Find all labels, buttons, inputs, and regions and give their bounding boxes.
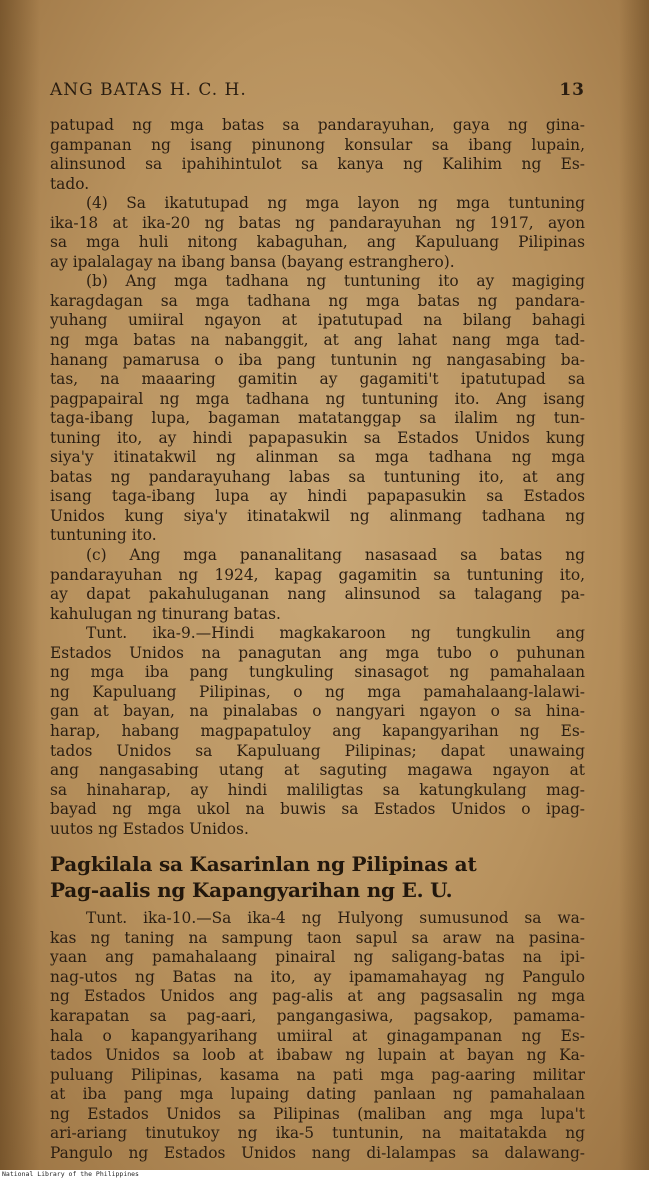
text-line: ay dapat pakahuluganan nang alinsunod sa talagang pa- xyxy=(50,585,585,604)
text-line: (c) Ang mga pananalitang nasasaad sa batas ng xyxy=(86,546,585,565)
text-line: karagdagan sa mga tadhana ng mga batas ng pandara- xyxy=(50,291,585,310)
text-line: kahulugan ng tinurang batas. xyxy=(50,604,281,623)
text-line: yaan ang pamahalaang pinairal ng saligang-batas na ipi- xyxy=(50,948,585,967)
text-line: harap, habang magpapatuloy ang kapangyarihan ng Es- xyxy=(50,721,585,740)
text-line: alinsunod sa ipahihintulot sa kanya ng Kalihim ng Es- xyxy=(50,155,585,174)
text-line: patupad ng mga batas sa pandarayuhan, gaya ng gina- xyxy=(50,116,585,134)
running-title: ANG BATAS H. C. H. xyxy=(50,80,247,100)
library-credit: National Library of the Philippines xyxy=(2,1170,139,1178)
text-line: kas ng taning na sampung taon sapul sa araw na pasina- xyxy=(50,928,585,947)
text-line: Pangulo ng Estados Unidos nang di-lalampas sa dalawang- xyxy=(50,1143,585,1162)
text-line: yuhang umiiral ngayon at ipatutupad na bilang bahagi xyxy=(50,311,585,330)
text-line: at iba pang mga lupaing dating panlaan ng pamahalaan xyxy=(50,1085,585,1104)
text-line: ng Estados Unidos ang pag-alis at ang pagsasalin ng mga xyxy=(50,987,585,1006)
text-line: Estados Unidos na panagutan ang mga tubo o puhunan xyxy=(50,643,585,662)
text-line: ika-18 at ika-20 ng batas ng pandarayuhan ng 1917, ayon xyxy=(50,213,585,232)
text-line: tuning ito, ay hindi papapasukin sa Estados Unidos kung xyxy=(50,428,585,447)
text-line: (4) Sa ikatutupad ng mga layon ng mga tuntuning xyxy=(86,194,585,213)
page-number: 13 xyxy=(559,80,585,100)
text-line: ari-ariang tinutukoy ng ika-5 tuntunin, na maitatakda ng xyxy=(50,1124,585,1143)
text-block-1 xyxy=(50,116,585,839)
text-line: ng Estados Unidos sa Pilipinas (maliban ang mga lupa't xyxy=(50,1104,585,1123)
text-line: sa hinaharap, ay hindi maliligtas sa katungkulang mag- xyxy=(50,780,585,799)
text-line: tado. xyxy=(50,174,90,193)
text-line: ang nangasabing utang at saguting magawa ngayon at xyxy=(50,761,585,780)
text-line: ng Kapuluang Pilipinas, o ng mga pamahalaang-lalawi- xyxy=(50,682,585,701)
text-line: bayad ng mga ukol na buwis sa Estados Unidos o ipag- xyxy=(50,800,585,819)
text-line: sa mga huli nitong kabaguhan, ang Kapuluang Pilipinas xyxy=(50,233,585,252)
text-line: gampanan ng isang pinunong konsular sa ibang lupain, xyxy=(50,135,585,154)
text-line: tados Unidos sa Kapuluang Pilipinas; dapat unawaing xyxy=(50,741,585,760)
text-block-2 xyxy=(50,909,585,1163)
text-line: pandarayuhan ng 1924, kapag gagamitin sa tuntuning ito, xyxy=(50,565,585,584)
text-line: tas, na maaaring gamitin ay gagamiti't ipatutupad sa xyxy=(50,370,585,389)
text-line: taga-ibang lupa, bagaman matatanggap sa ilalim ng tun- xyxy=(50,409,585,428)
text-line: ng mga batas na nabanggit, at ang lahat nang mga tad- xyxy=(50,331,585,350)
text-line: isang taga-ibang lupa ay hindi papapasukin sa Estados xyxy=(50,487,585,506)
section-heading-line-2: Pag-aalis ng Kapangyarihan ng E. U. xyxy=(50,878,453,903)
text-line: batas ng pandarayuhang labas sa tuntuning ito, at ang xyxy=(50,467,585,486)
page-body xyxy=(50,116,585,1163)
text-line: ay ipalalagay na ibang bansa (bayang estranghero). xyxy=(50,252,455,271)
text-line: Tunt. ika-9.—Hindi magkakaroon ng tungkulin ang xyxy=(86,624,585,643)
text-line: puluang Pilipinas, kasama na pati mga pag-aaring militar xyxy=(50,1065,585,1084)
text-line: hala o kapangyarihang umiiral at ginagampanan ng Es- xyxy=(50,1026,585,1045)
text-line: karapatan sa pag-aari, pangangasiwa, pagsakop, pamama- xyxy=(50,1006,585,1025)
text-line: gan at bayan, na pinalabas o nangyari ngayon o sa hina- xyxy=(50,702,585,721)
text-line: Tunt. ika-10.—Sa ika-4 ng Hulyong sumusunod sa wa- xyxy=(86,909,585,928)
text-line: uutos ng Estados Unidos. xyxy=(50,819,249,838)
text-line: (b) Ang mga tadhana ng tuntuning ito ay magiging xyxy=(86,272,585,291)
text-line: siya'y itinatakwil ng alinman sa mga tadhana ng mga xyxy=(50,448,585,467)
section-heading-line-1: Pagkilala sa Kasarinlan ng Pilipinas at xyxy=(50,852,477,877)
text-line: hanang pamarusa o iba pang tuntunin ng nangasabing ba- xyxy=(50,350,585,369)
text-line: Unidos kung siya'y itinatakwil ng alinmang tadhana ng xyxy=(50,506,585,525)
text-line: tuntuning ito. xyxy=(50,526,157,545)
text-line: tados Unidos sa loob at ibabaw ng lupain at bayan ng Ka- xyxy=(50,1046,585,1065)
text-line: pagpapairal ng mga tadhana ng tuntuning ito. Ang isang xyxy=(50,389,585,408)
text-line: ng mga iba pang tungkuling sinasagot ng pamahalaan xyxy=(50,663,585,682)
text-line: nag-utos ng Batas na ito, ay ipamamahayag ng Pangulo xyxy=(50,967,585,986)
